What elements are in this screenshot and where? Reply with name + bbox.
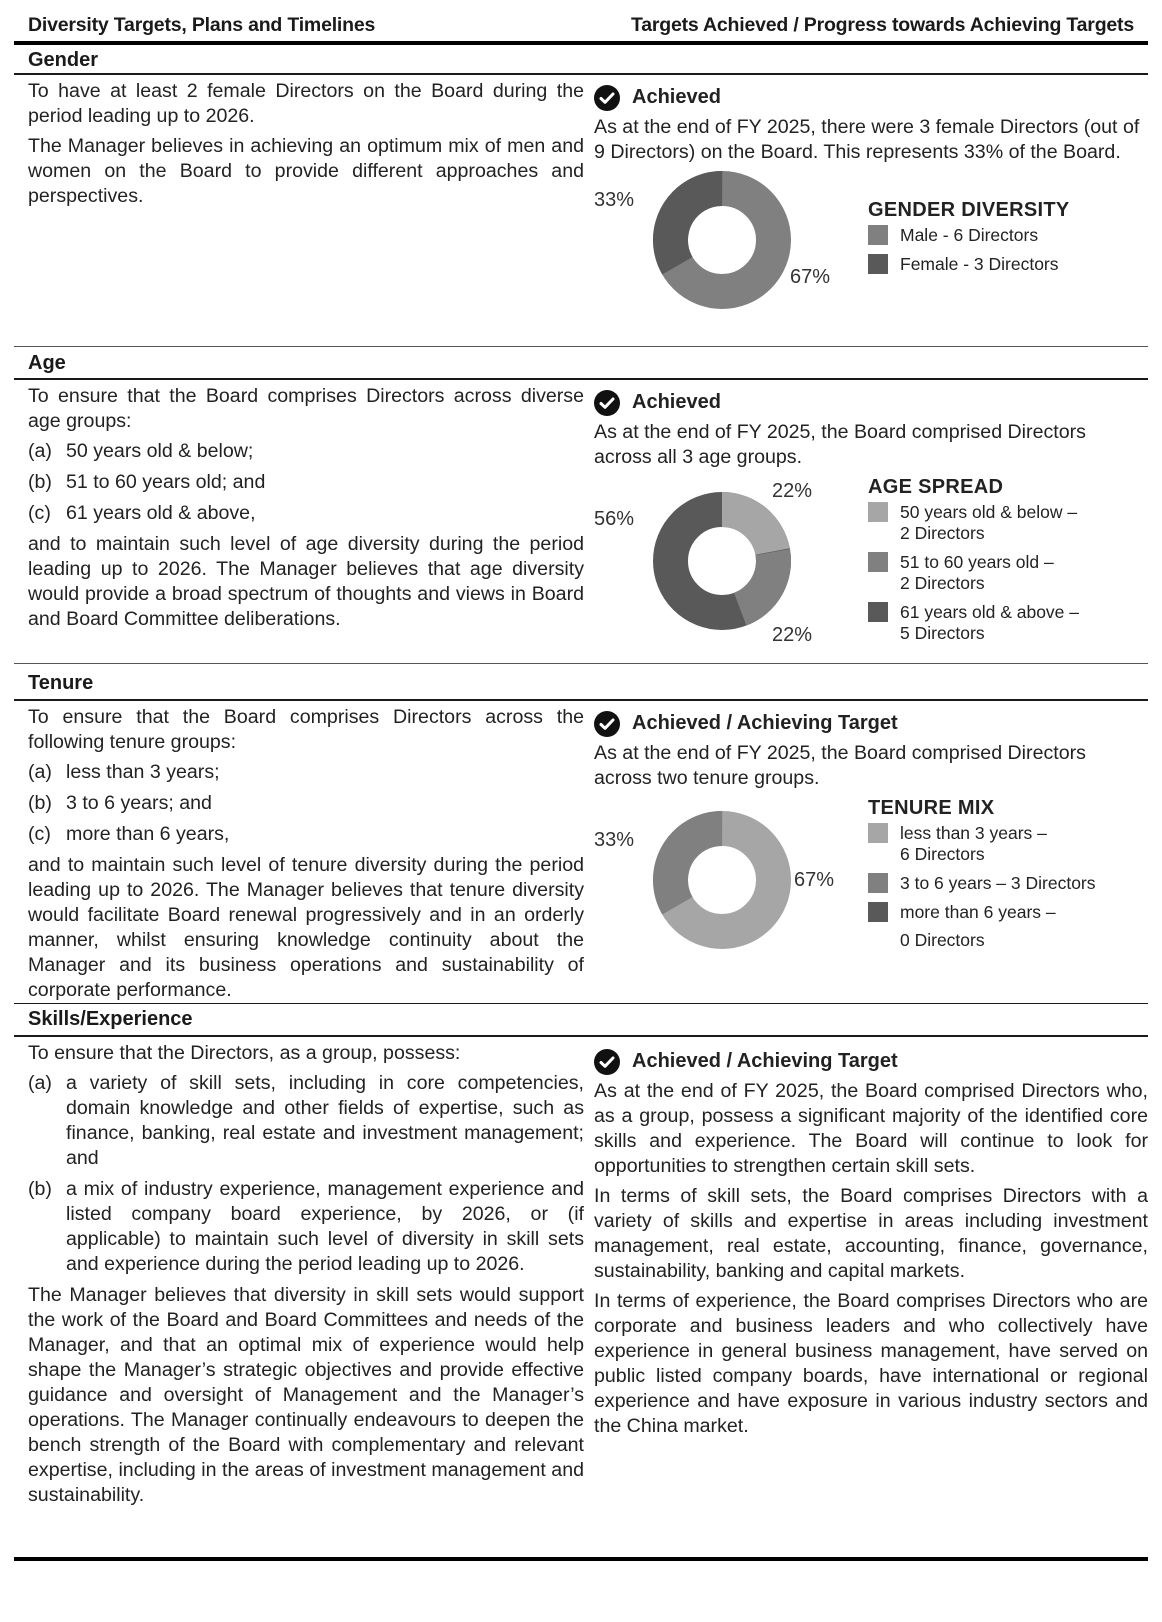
age-target [14, 380, 584, 663]
list-item [28, 470, 584, 495]
legend-line: less than 3 years – [900, 822, 1047, 843]
tenure-progress [594, 705, 1148, 966]
section-age [14, 380, 1148, 663]
item-label: (b) [28, 1177, 52, 1200]
swatch [868, 254, 888, 274]
legend-item [868, 552, 1079, 594]
chart-title: TENURE MIX [868, 796, 995, 819]
legend-item [868, 873, 1096, 894]
legend-line: 6 Directors [900, 843, 985, 864]
gender-chart [594, 170, 1148, 320]
legend-item [868, 254, 1070, 275]
tenure-status [594, 711, 1148, 737]
item-text: 3 to 6 years; and [66, 791, 212, 814]
item-label: (b) [28, 791, 52, 814]
age-progress [594, 384, 1148, 655]
skills-status [594, 1049, 1148, 1075]
legend-line: 5 Directors [900, 622, 985, 643]
section-title-age: Age [28, 352, 66, 374]
tenure-intro: To ensure that the Board comprises Directors across the following tenure groups: [28, 705, 584, 753]
check-circle-icon [594, 390, 620, 416]
list-item [28, 1071, 584, 1171]
item-text: less than 3 years; [66, 760, 220, 783]
pct-label-61-above: 56% [594, 507, 635, 530]
age-outro: and to maintain such level of age diversity during the period leading up to 2026. The Manager believes that age diversity would provide a broad spectrum of thoughts and views in Board and Board Committee deliberations. [28, 532, 584, 630]
legend-line: 61 years old & above – [900, 601, 1080, 622]
list-item [28, 439, 584, 464]
skills-experience-text: In terms of experience, the Board comprises Directors who are corporate and business leaders and who collectively have experience in general business management, have served on public listed company boards, have international or regional experience and have exposure in various industry sectors and the China market. [594, 1289, 1148, 1437]
tenure-donut [652, 810, 792, 950]
gender-rationale-text: The Manager believes in achieving an optimum mix of men and women on the Board to provide different approaches and perspectives. [28, 134, 584, 207]
item-label: (a) [28, 439, 52, 462]
legend-line: 0 Directors [900, 929, 985, 950]
footer-divider [14, 1557, 1148, 1561]
item-label: (a) [28, 760, 52, 783]
legend-label: Female - 3 Directors [900, 253, 1059, 274]
pct-label-female: 33% [594, 188, 635, 211]
status-label: Achieved / Achieving Target [632, 1050, 898, 1072]
item-label: (c) [28, 822, 51, 845]
item-text: 61 years old & above, [66, 501, 256, 524]
header-left: Diversity Targets, Plans and Timelines [28, 14, 376, 36]
gender-target [14, 75, 584, 346]
legend-item [868, 902, 1096, 951]
item-text: a variety of skill sets, including in core competencies, domain knowledge and other fields of expertise, such as finance, banking, real estate and investment management; and [66, 1071, 584, 1169]
swatch [868, 823, 888, 843]
gender-status [594, 85, 1148, 111]
section-title-skills: Skills/Experience [28, 1008, 193, 1030]
item-text: 50 years old & below; [66, 439, 254, 462]
pct-label-3-to-6: 33% [594, 828, 635, 851]
chart-title: GENDER DIVERSITY [868, 198, 1070, 221]
header-right: Targets Achieved / Progress towards Achieving Targets [630, 14, 1134, 36]
item-label: (b) [28, 470, 52, 493]
section-gender [14, 75, 1148, 346]
legend-label [900, 902, 1056, 951]
section-tenure [14, 701, 1148, 1003]
list-item [28, 760, 584, 785]
age-legend [868, 475, 1079, 652]
swatch [868, 502, 888, 522]
age-chart [594, 475, 1148, 655]
pct-label-male: 67% [790, 265, 831, 288]
gender-donut [652, 170, 792, 310]
gender-legend [868, 198, 1070, 283]
swatch [868, 552, 888, 572]
item-label: (a) [28, 1071, 52, 1094]
skills-sets-text: In terms of skill sets, the Board comprises Directors with a variety of skills and expertise in areas including investment management, real estate, accounting, finance, governance, sustainability, banking and capital markets. [594, 1184, 1148, 1282]
legend-label [900, 823, 1047, 865]
skills-progress-text: As at the end of FY 2025, the Board comprised Directors who, as a group, possess a significant majority of the identified core skills and experience. The Board will continue to look for opportunities to strengthen certain skill sets. [594, 1079, 1148, 1177]
skills-intro: To ensure that the Directors, as a group, possess: [28, 1041, 461, 1064]
list-item [28, 501, 584, 526]
legend-item [868, 602, 1079, 644]
legend-label: Male - 6 Directors [900, 224, 1039, 245]
tenure-legend [868, 796, 1096, 959]
status-label: Achieved / Achieving Target [632, 712, 898, 734]
status-label: Achieved [632, 86, 721, 108]
check-circle-icon [594, 711, 620, 737]
legend-line: more than 6 years – [900, 901, 1056, 922]
swatch [868, 225, 888, 245]
age-intro: To ensure that the Board comprises Directors across diverse age groups: [28, 384, 584, 432]
skills-progress [594, 1043, 1148, 1444]
age-donut [652, 491, 792, 631]
list-item [28, 791, 584, 816]
legend-line: 2 Directors [900, 572, 985, 593]
check-circle-icon [594, 85, 620, 111]
legend-line: 2 Directors [900, 522, 985, 543]
legend-item [868, 502, 1079, 544]
swatch [868, 873, 888, 893]
tenure-chart [594, 796, 1148, 966]
diversity-table [14, 0, 1148, 1561]
age-progress-text: As at the end of FY 2025, the Board comprised Directors across all 3 age groups. [594, 420, 1086, 468]
legend-line: 51 to 60 years old – [900, 551, 1054, 572]
skills-target [14, 1037, 584, 1557]
item-text: 51 to 60 years old; and [66, 470, 266, 493]
legend-label [900, 502, 1077, 544]
section-skills [14, 1037, 1148, 1557]
check-circle-icon [594, 1049, 620, 1075]
swatch [868, 602, 888, 622]
item-text: more than 6 years, [66, 822, 230, 845]
legend-label [900, 552, 1054, 594]
section-title-tenure: Tenure [28, 672, 94, 694]
gender-progress-text: As at the end of FY 2025, there were 3 female Directors (out of 9 Directors) on the Board. This represents 33% of the Board. [594, 115, 1140, 163]
pct-label-50-below: 22% [772, 479, 813, 502]
chart-title: AGE SPREAD [868, 475, 1004, 498]
legend-label [900, 602, 1079, 644]
item-label: (c) [28, 501, 51, 524]
legend-item [868, 823, 1096, 865]
list-item [28, 822, 584, 847]
table-header [14, 0, 1148, 41]
legend-item [868, 225, 1070, 246]
tenure-progress-text: As at the end of FY 2025, the Board comprised Directors across two tenure groups. [594, 741, 1086, 789]
list-item [28, 1177, 584, 1277]
tenure-outro: and to maintain such level of tenure diversity during the period leading up to 2026. The Manager believes that tenure diversity would facilitate Board renewal progressively and in an orderly manner, whilst ensuring knowledge continuity about the Manager and its business operations and sustainability of corporate performance. [28, 853, 584, 1001]
skills-outro: The Manager believes that diversity in skill sets would support the work of the Board and Board Committees and needs of the Manager, and that an optimal mix of experience would help shape the Manager’s strategic objectives and provide effective guidance and oversight of Management and the Manager’s operations. The Manager continually endeavours to deepen the bench strength of the Board with complementary and relevant expertise, including in the areas of investment management and sustainability. [28, 1283, 584, 1506]
pct-label-less-than-3: 67% [794, 868, 835, 891]
swatch [868, 902, 888, 922]
tenure-target [14, 701, 584, 1003]
gender-target-text: To have at least 2 female Directors on the Board during the period leading up to 2026. [28, 79, 584, 127]
age-status [594, 390, 1148, 416]
legend-line: 50 years old & below – [900, 501, 1078, 522]
section-title-gender: Gender [28, 49, 99, 71]
legend-label: 3 to 6 years – 3 Directors [900, 872, 1096, 893]
item-text: a mix of industry experience, management experience and listed company board experience, by 2026, or (if applicable) to maintain such level of diversity in skill sets and experience during the period leading up to 2026. [66, 1177, 584, 1275]
gender-progress [594, 79, 1148, 320]
status-label: Achieved [632, 391, 721, 413]
pct-label-51-60: 22% [772, 623, 813, 646]
